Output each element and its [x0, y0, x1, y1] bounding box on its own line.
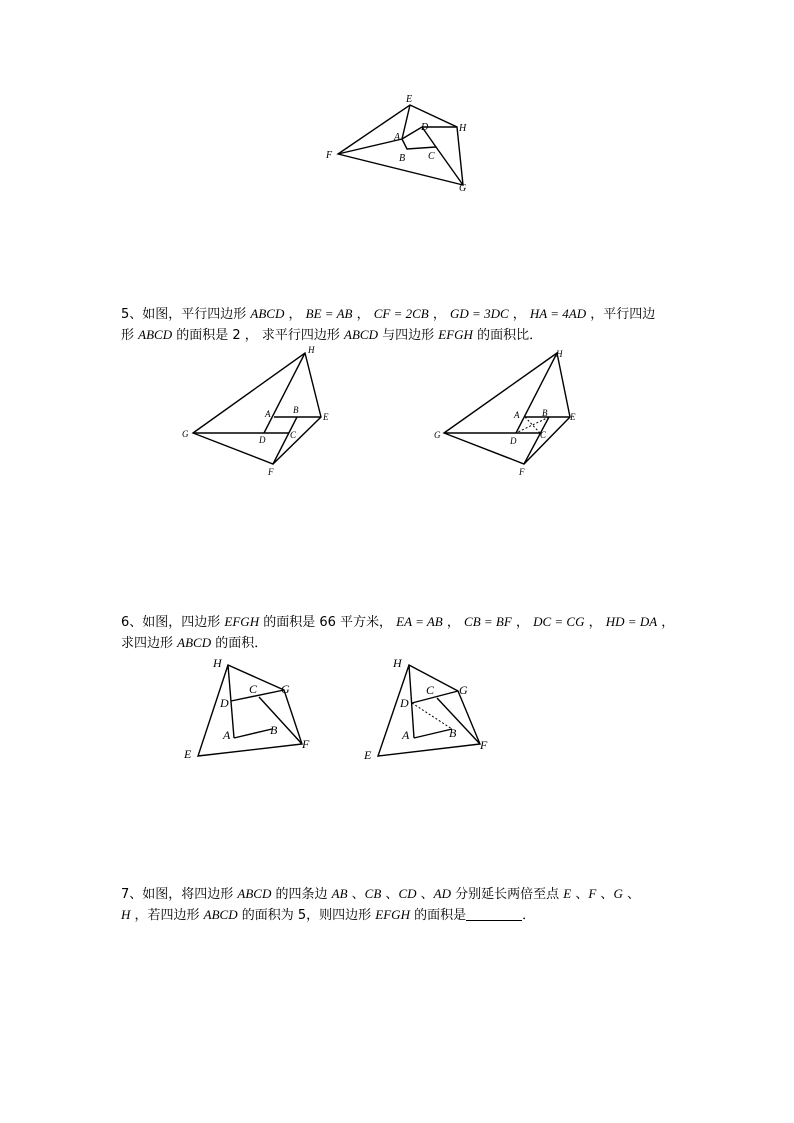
label-D: D — [259, 435, 266, 445]
label-E: E — [570, 412, 576, 422]
problem-7 — [121, 884, 677, 926]
line-h-a — [409, 665, 414, 738]
problem-6-line-1: 6、如图，四边形 EFGH 的面积是 66 平方米， EA = AB ， CB = BF ， DC = CG ， HD = DA ， — [121, 614, 675, 630]
figure-4-diagram — [320, 92, 480, 196]
label-B: B — [542, 408, 548, 418]
label-C: C — [428, 151, 435, 162]
problem-6-line-2: 求四边形 ABCD 的面积． — [121, 635, 268, 651]
quad-hegf — [193, 353, 321, 464]
label-G: G — [281, 682, 290, 696]
label-F: F — [519, 467, 525, 477]
line-d-g — [231, 690, 284, 701]
quad-hegf — [444, 353, 570, 464]
label-F: F — [302, 737, 310, 751]
label-H: H — [556, 349, 563, 359]
figure-5-right-diagram — [430, 343, 590, 478]
problem-7-line-1: 7、如图，将四边形 ABCD 的四条边 AB 、CB 、CD 、AD 分别延长两倍至点 E 、F 、G 、 — [121, 886, 640, 902]
quad-hgfe — [378, 665, 480, 756]
problem-6 — [121, 612, 677, 654]
problem-number: 7、 — [121, 887, 143, 902]
line-a-b — [234, 729, 272, 738]
line-c-f — [259, 697, 302, 744]
label-B: B — [270, 723, 278, 737]
label-D: D — [220, 696, 229, 710]
figure-5-left-diagram — [178, 343, 338, 478]
problem-number: 6、 — [121, 615, 143, 630]
line-b-f — [338, 139, 402, 154]
dashed-a-c — [525, 417, 540, 433]
line-h-d — [516, 353, 557, 433]
label-C: C — [540, 430, 547, 440]
label-D: D — [400, 696, 409, 710]
label-A: A — [265, 409, 271, 419]
label-H: H — [213, 656, 222, 670]
label-C: C — [426, 683, 435, 697]
label-E: E — [364, 748, 372, 762]
label-B: B — [449, 726, 457, 740]
label-D: D — [421, 122, 429, 133]
figure-6-left-diagram — [180, 655, 320, 765]
label-H: H — [459, 123, 467, 134]
line-c-f — [437, 698, 480, 744]
label-C: C — [290, 430, 297, 440]
line-b-f — [273, 417, 297, 464]
label-B: B — [293, 405, 299, 415]
figure-6-right-diagram — [362, 655, 502, 765]
quad-hgfe — [198, 665, 302, 756]
quad-abcd — [402, 127, 436, 149]
label-A: A — [402, 728, 410, 742]
label-G: G — [434, 430, 441, 440]
label-F: F — [326, 150, 333, 161]
line-h-d — [264, 353, 305, 433]
answer-blank[interactable] — [466, 907, 522, 921]
line-a-b — [414, 729, 452, 738]
line-b-f — [524, 417, 549, 464]
problem-number: 5、 — [121, 307, 143, 322]
label-A: A — [514, 410, 520, 420]
label-H: H — [308, 345, 315, 355]
label-G: G — [459, 683, 468, 697]
label-A: A — [223, 728, 231, 742]
label-D: D — [510, 436, 517, 446]
label-B: B — [399, 153, 406, 164]
problem-5 — [121, 304, 677, 346]
problem-5-line-2: 形 ABCD 的面积是 2 ， 求平行四边形 ABCD 与四边形 EFGH 的面积比． — [121, 327, 543, 343]
problem-5-line-1: 5、如图，平行四边形 ABCD ， BE = AB ， CF = 2CB ， GD = 3DC ， HA = 4AD ，平行四边 — [121, 306, 656, 322]
problem-7-line-2: H ，若四边形 ABCD 的面积为 5，则四边形 EFGH 的面积是 ． — [121, 907, 536, 923]
label-F: F — [268, 467, 274, 477]
label-E: E — [323, 412, 329, 422]
label-G: G — [459, 183, 467, 194]
label-H: H — [393, 656, 402, 670]
label-C: C — [249, 682, 258, 696]
quad-efgh — [338, 105, 463, 185]
label-F: F — [480, 738, 488, 752]
label-G: G — [182, 429, 189, 439]
line-d-g — [412, 691, 458, 703]
label-A: A — [394, 132, 401, 143]
label-E: E — [184, 747, 192, 761]
label-E: E — [406, 94, 413, 105]
